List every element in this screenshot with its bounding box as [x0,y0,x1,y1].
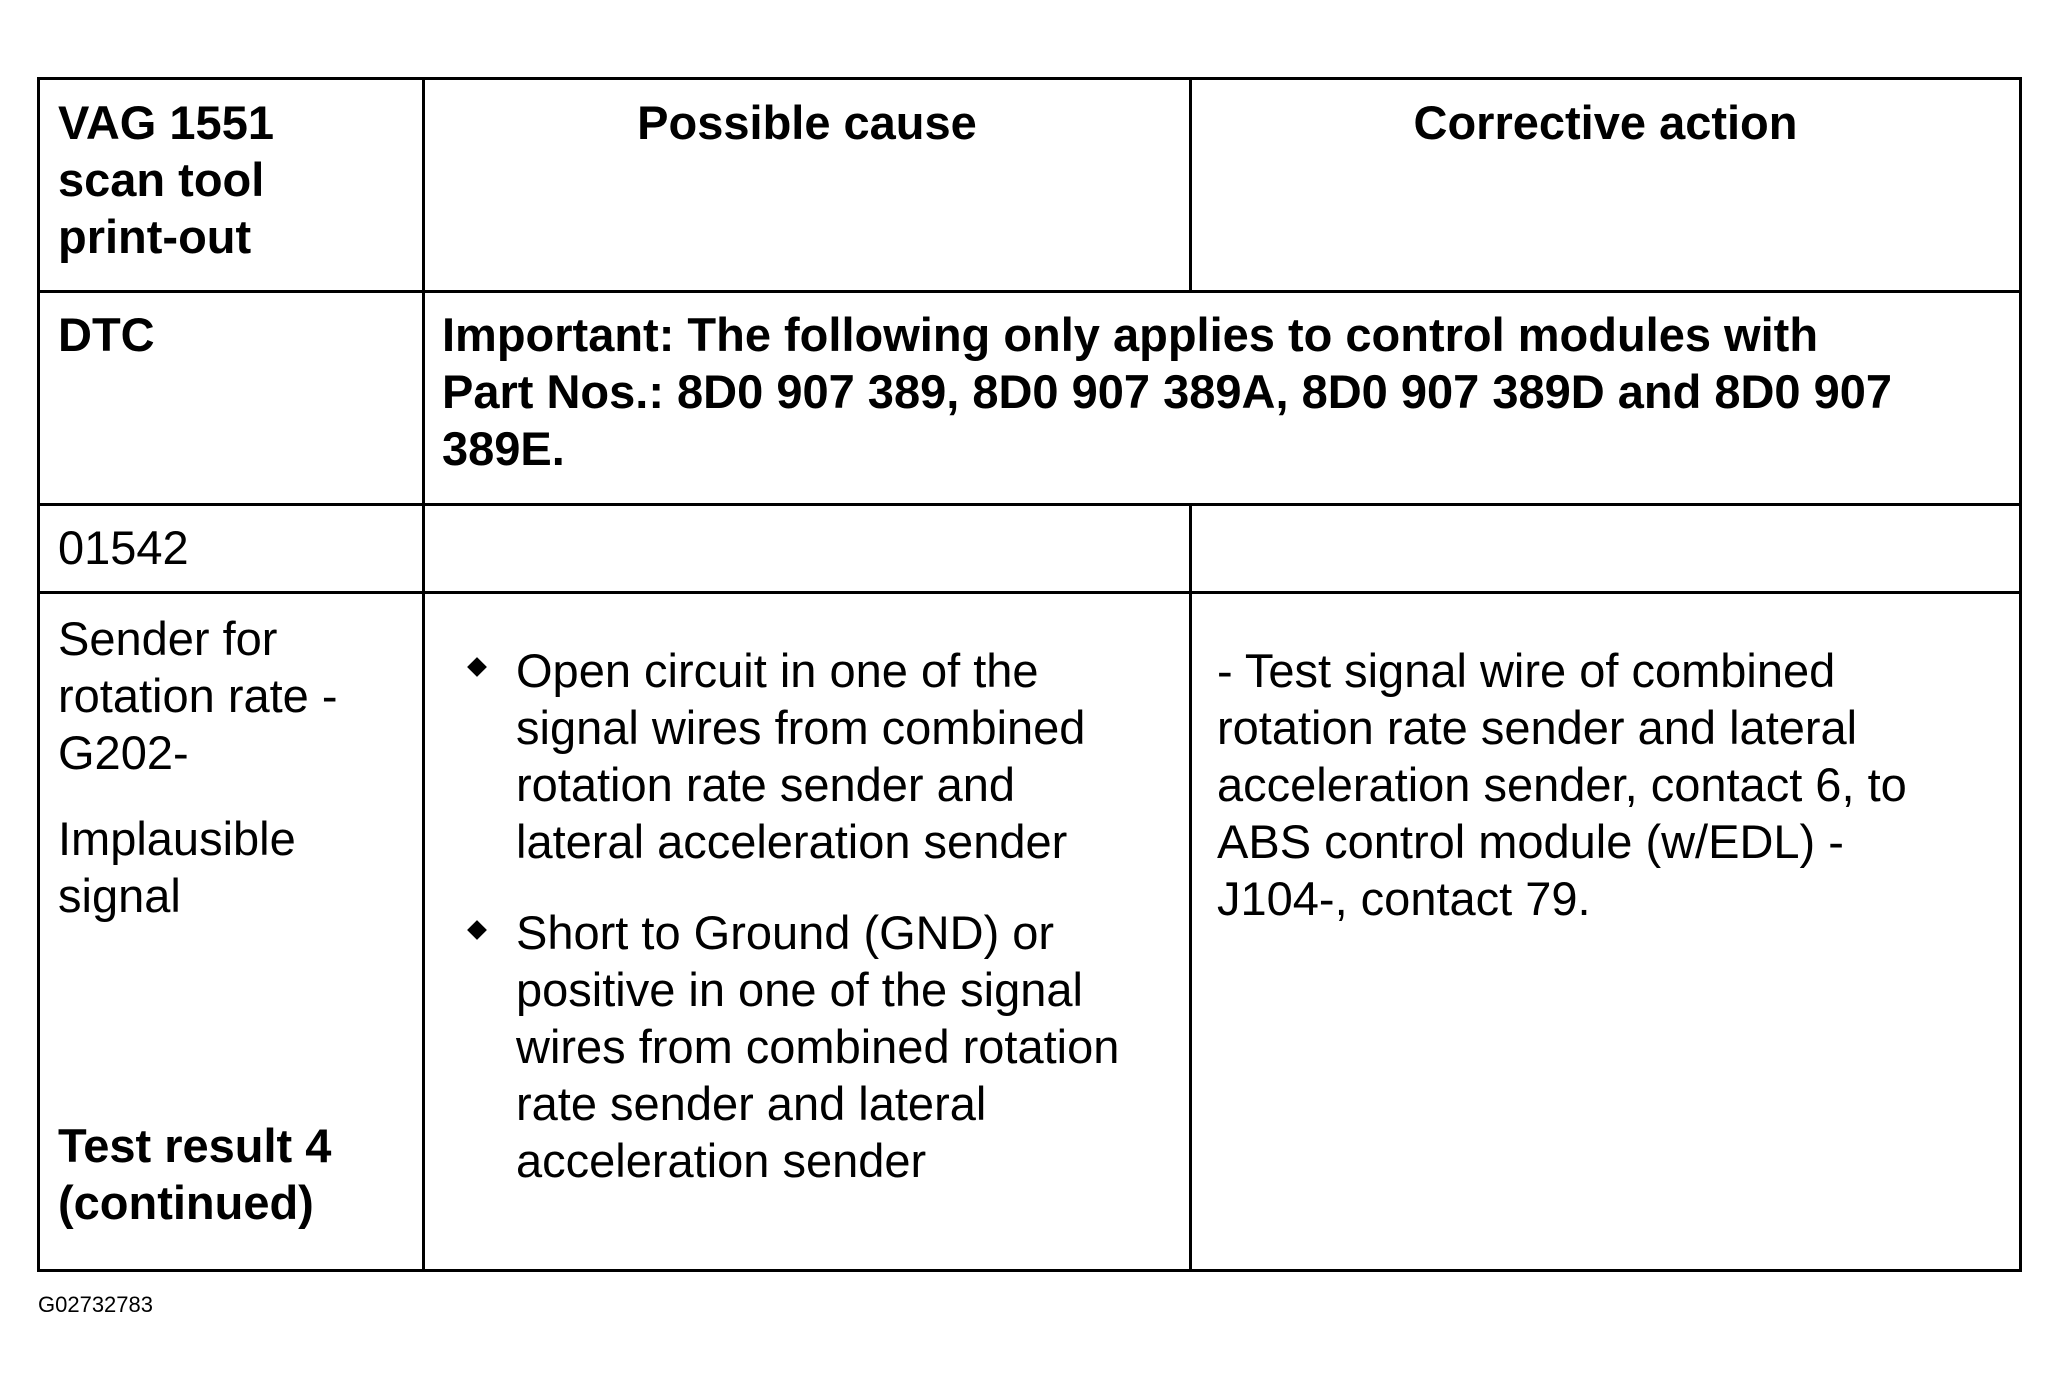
test-result: Test result 4 (continued) [58,1119,332,1229]
header-possible-cause: Possible cause [637,96,977,149]
figure-id: G02732783 [38,1292,153,1317]
fault-type: Implausible signal [58,812,296,922]
important-note: Important: The following only applies to control modules with Part Nos.: 8D0 907 389, 8D0 907 389A, 8D0 907 389D and 8D0 907 389E. [442,308,1893,475]
header-col1: VAG 1551 scan tool print-out [58,96,274,263]
dtc-code: 01542 [58,521,189,574]
header-corrective-action: Corrective action [1413,96,1798,149]
cause-item: Open circuit in one of the signal wires from combined rotation rate sender and lateral acceleration sender [516,644,1086,868]
corrective-action-text: - Test signal wire of combined rotation rate sender and lateral acceleration sender, contact 6, to ABS control module (w/EDL) - J104-, contact 79. [1217,644,1907,925]
diamond-bullet-icon [467,657,487,677]
cause-item: Short to Ground (GND) or positive in one of the signal wires from combined rotation rate sender and lateral acceleration sender [516,906,1120,1187]
column-divider [1189,503,1192,1272]
component-name: Sender for rotation rate - G202- [58,612,338,779]
row-divider [40,290,2019,293]
column-divider [422,80,425,1269]
diagnostic-table [37,77,2022,1272]
dtc-label: DTC [58,308,155,361]
row-divider [40,591,2019,594]
diamond-bullet-icon [467,920,487,940]
row-divider [40,503,2019,506]
